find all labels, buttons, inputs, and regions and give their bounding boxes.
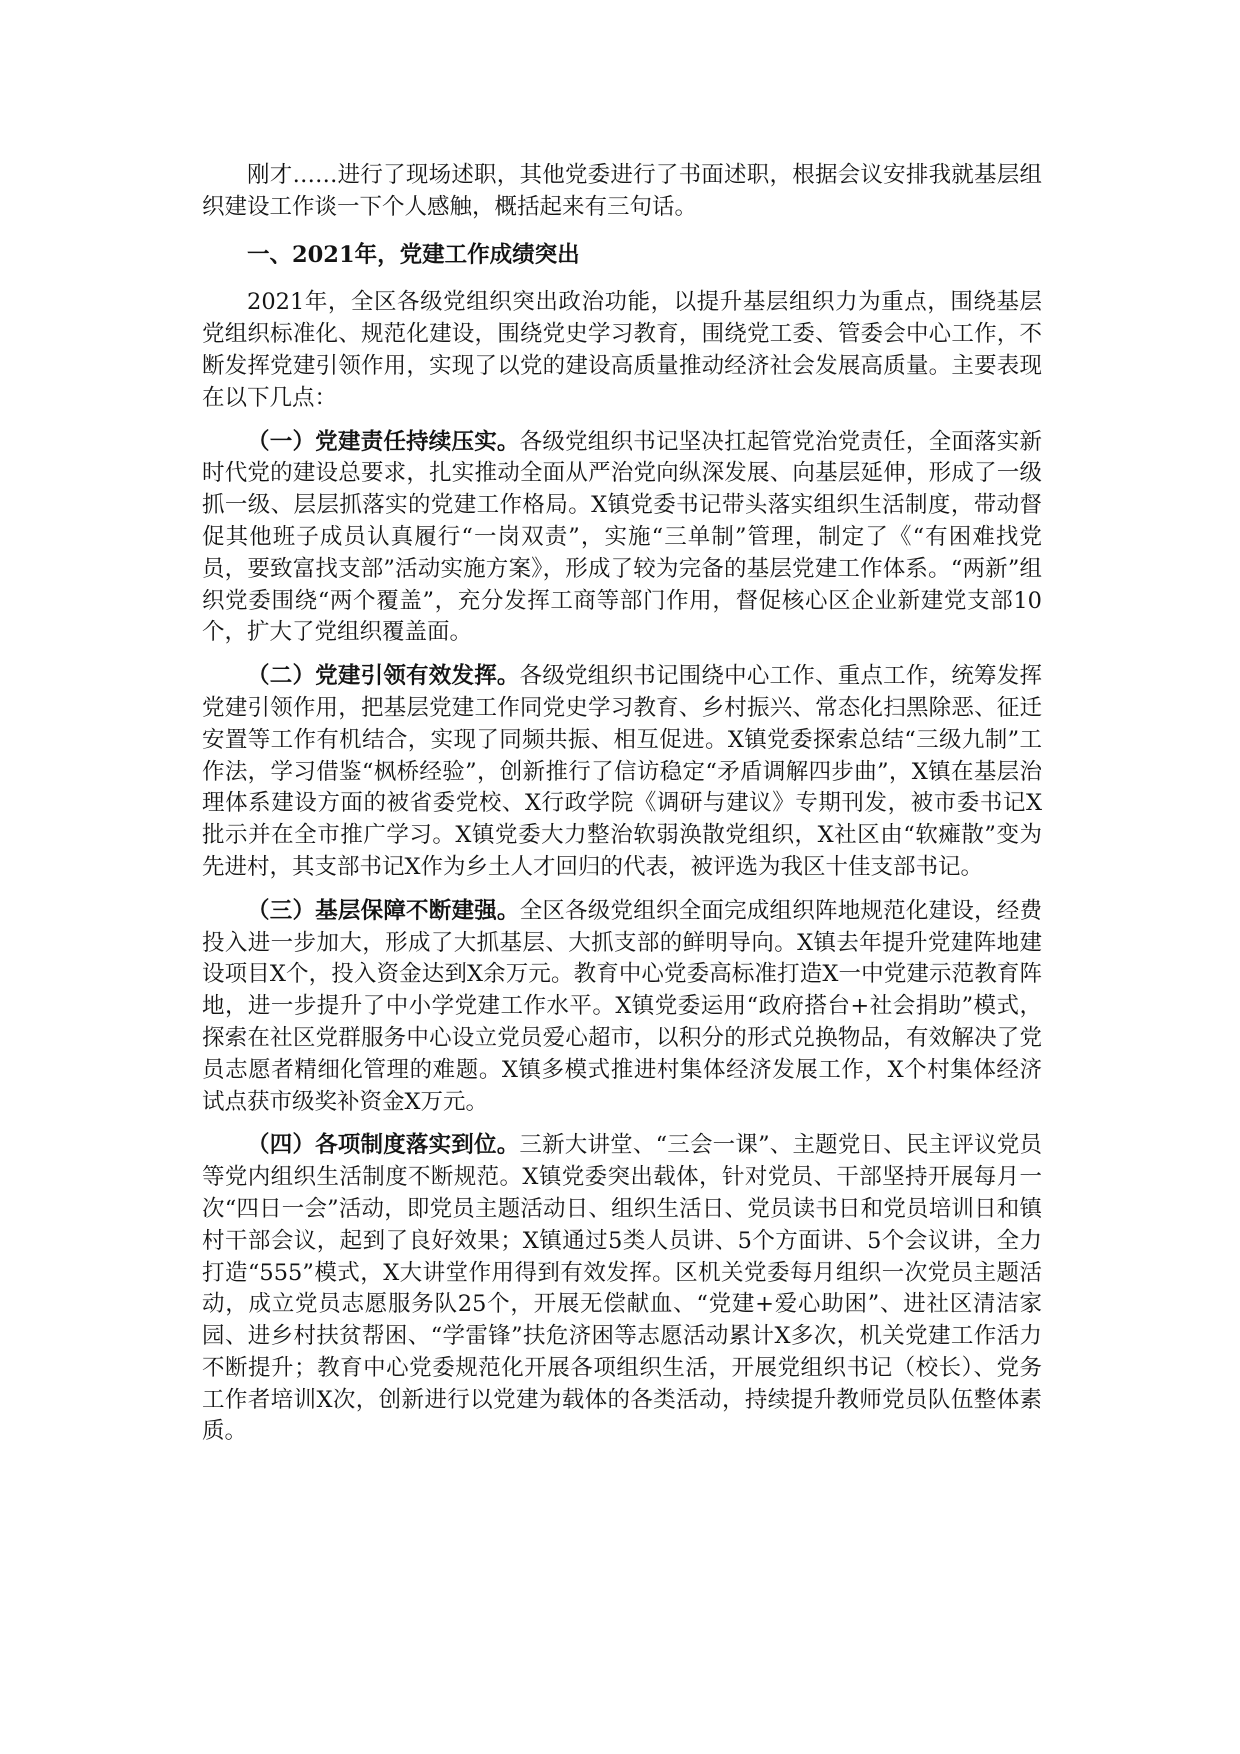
intro-paragraph: 刚才……进行了现场述职，其他党委进行了书面述职，根据会议安排我就基层组织建设工作谈一下个人感触，概括起来有三句话。 bbox=[202, 162, 1042, 220]
point-paragraph-3 bbox=[202, 896, 1042, 1119]
point-paragraph-2 bbox=[202, 661, 1042, 884]
point-paragraph-1 bbox=[202, 427, 1042, 650]
document-body bbox=[202, 160, 1042, 1460]
point-body: 各级党组织书记坚决扛起管党治党责任，全面落实新时代党的建设总要求，扎实推动全面从严治党向纵深发展、向基层延伸，形成了一级抓一级、层层抓落实的党建工作格局。X镇党委书记带头落实组织生活制度，带动督促其他班子成员认真履行“一岗双责”，实施“三单制”管理，制定了《“有困难找党员，要致富找支部”活动实施方案》，形成了较为完备的基层党建工作体系。“两新”组织党委围绕“两个覆盖”，充分发挥工商等部门作用，督促核心区企业新建党支部10个，扩大了党组织覆盖面。 bbox=[202, 428, 1042, 646]
section-heading: 一、2021年，党建工作成绩突出 bbox=[247, 241, 580, 268]
section-paragraph: 2021年，全区各级党组织突出政治功能，以提升基层组织力为重点，围绕基层党组织标准化、规范化建设，围绕党史学习教育，围绕党工委、管委会中心工作，不断发挥党建引领作用，实现了以党的建设高质量推动经济社会发展高质量。主要表现在以下几点： bbox=[202, 289, 1042, 411]
point-lead: （二）党建引领有效发挥。 bbox=[247, 663, 520, 690]
point-lead: （一）党建责任持续压实。 bbox=[247, 428, 520, 455]
point-body: 全区各级党组织全面完成组织阵地规范化建设，经费投入进一步加大，形成了大抓基层、大抓支部的鲜明导向。X镇去年提升党建阵地建设项目X个，投入资金达到X余万元。教育中心党委高标准打造X一中党建示范教育阵地，进一步提升了中小学党建工作水平。X镇党委运用“政府搭台+社会捐助”模式，探索在社区党群服务中心设立党员爱心超市，以积分的形式兑换物品，有效解决了党员志愿者精细化管理的难题。X镇多模式推进村集体经济发展工作，X个村集体经济试点获市级奖补资金X万元。 bbox=[202, 897, 1042, 1115]
point-body: 各级党组织书记围绕中心工作、重点工作，统筹发挥党建引领作用，把基层党建工作同党史学习教育、乡村振兴、常态化扫黑除恶、征迁安置等工作有机结合，实现了同频共振、相互促进。X镇党委探索总结“三级九制”工作法，学习借鉴“枫桥经验”，创新推行了信访稳定“矛盾调解四步曲”，X镇在基层治理体系建设方面的被省委党校、X行政学院《调研与建议》专期刊发，被市委书记X批示并在全市推广学习。X镇党委大力整治软弱涣散党组织，X社区由“软瘫散”变为先进村，其支部书记X作为乡土人才回归的代表，被评选为我区十佳支部书记。 bbox=[202, 663, 1042, 880]
point-lead: （四）各项制度落实到位。 bbox=[247, 1132, 520, 1159]
point-lead: （三）基层保障不断建强。 bbox=[247, 897, 520, 924]
point-body: 三新大讲堂、“三会一课”、主题党日、民主评议党员等党内组织生活制度不断规范。X镇党委突出载体，针对党员、干部坚持开展每月一次“四日一会”活动，即党员主题活动日、组织生活日、党员读书日和党员培训日和镇村干部会议，起到了良好效果；X镇通过5类人员讲、5个方面讲、5个会议讲，全力打造“555”模式，X大讲堂作用得到有效发挥。区机关党委每月组织一次党员主题活动，成立党员志愿服务队25个，开展无偿献血、“党建+爱心助困”、进社区清洁家园、进乡村扶贫帮困、“学雷锋”扶危济困等志愿活动累计X多次，机关党建工作活力不断提升；教育中心党委规范化开展各项组织生活，开展党组织书记（校长）、党务工作者培训X次，创新进行以党建为载体的各类活动，持续提升教师党员队伍整体素质。 bbox=[202, 1132, 1042, 1445]
point-paragraph-4 bbox=[202, 1130, 1042, 1448]
